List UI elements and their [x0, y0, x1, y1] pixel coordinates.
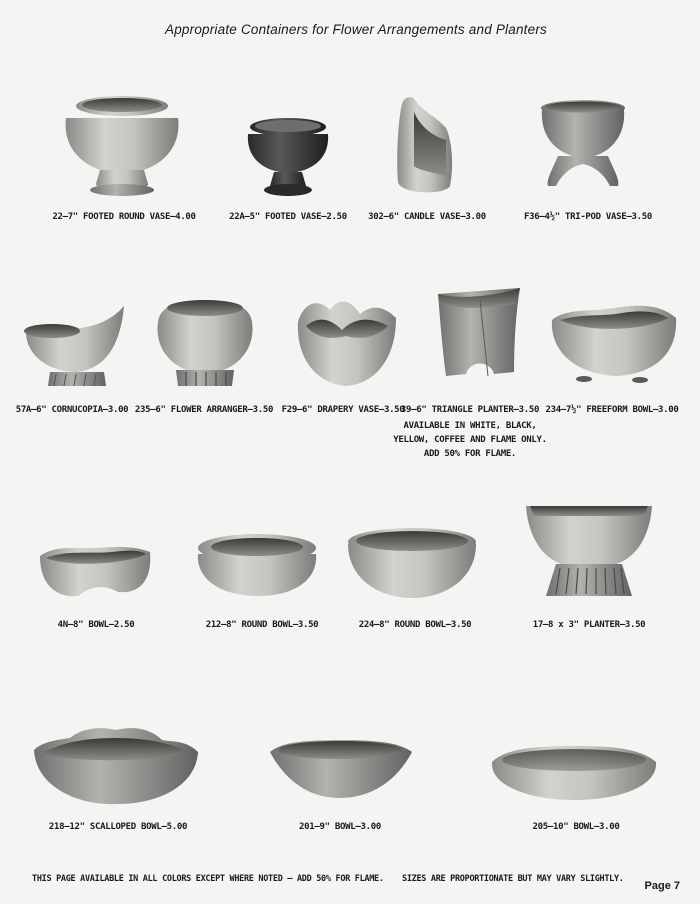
triangle-planter-note [393, 419, 547, 461]
caption-cornucopia: 57A—6" CORNUCOPIA—3.00 [15, 405, 129, 415]
planter-17-image [526, 506, 652, 596]
page-title: Appropriate Containers for Flower Arrangements and Planters [165, 22, 547, 37]
footed-vase-image [248, 118, 328, 196]
caption-bowl-4n: 4N—8" BOWL—2.50 [57, 620, 135, 630]
page-number: Page 7 [644, 880, 680, 892]
freeform-bowl-image [552, 306, 676, 383]
bowl-4n-image [40, 547, 150, 596]
drapery-vase-image [298, 301, 396, 386]
bowl-201-image [270, 740, 412, 798]
caption-tripod-vase: F36—4½" TRI-POD VASE—3.50 [524, 212, 652, 222]
footed-round-vase-image [66, 96, 179, 196]
bowl-205-image [492, 746, 656, 800]
cornucopia-image [24, 306, 124, 386]
footer-sizes-note: SIZES ARE PROPORTIONATE BUT MAY VARY SLIGHTLY. [402, 874, 624, 884]
caption-bowl-201: 201—9" BOWL—3.00 [299, 822, 381, 832]
caption-round-bowl-212: 212—8" ROUND BOWL—3.50 [205, 620, 319, 630]
tripod-vase-image [541, 100, 625, 186]
flower-arranger-image [157, 300, 252, 386]
caption-candle-vase: 302—6" CANDLE VASE—3.00 [368, 212, 486, 222]
note-line-1: AVAILABLE IN WHITE, BLACK, [403, 421, 537, 431]
caption-round-bowl-224: 224—8" ROUND BOWL—3.50 [358, 620, 472, 630]
scalloped-bowl-image [34, 728, 198, 804]
round-bowl-212-image [198, 534, 316, 596]
caption-scalloped-bowl: 218—12" SCALLOPED BOWL—5.00 [48, 822, 188, 832]
note-line-3: ADD 50% FOR FLAME. [423, 449, 517, 459]
round-bowl-224-image [348, 528, 476, 598]
footer-colors-note: THIS PAGE AVAILABLE IN ALL COLORS EXCEPT WHERE NOTED — ADD 50% FOR FLAME. [32, 874, 384, 884]
caption-bowl-205: 205—10" BOWL—3.00 [532, 822, 620, 832]
caption-freeform-bowl: 234—7½" FREEFORM BOWL—3.00 [545, 405, 679, 415]
caption-flower-arranger: 235—6" FLOWER ARRANGER—3.50 [134, 405, 274, 415]
caption-footed-vase: 22A—5" FOOTED VASE—2.50 [229, 212, 347, 222]
note-line-2: YELLOW, COFFEE AND FLAME ONLY. [393, 435, 547, 445]
candle-vase-image [397, 97, 452, 192]
caption-planter-17: 17—8 x 3" PLANTER—3.50 [532, 620, 646, 630]
triangle-planter-image [438, 288, 520, 376]
caption-triangle-planter: 39—6" TRIANGLE PLANTER—3.50 [400, 405, 540, 415]
caption-drapery-vase: F29—6" DRAPERY VASE—3.50 [281, 405, 405, 415]
caption-footed-round-vase: 22—7" FOOTED ROUND VASE—4.00 [52, 212, 196, 222]
